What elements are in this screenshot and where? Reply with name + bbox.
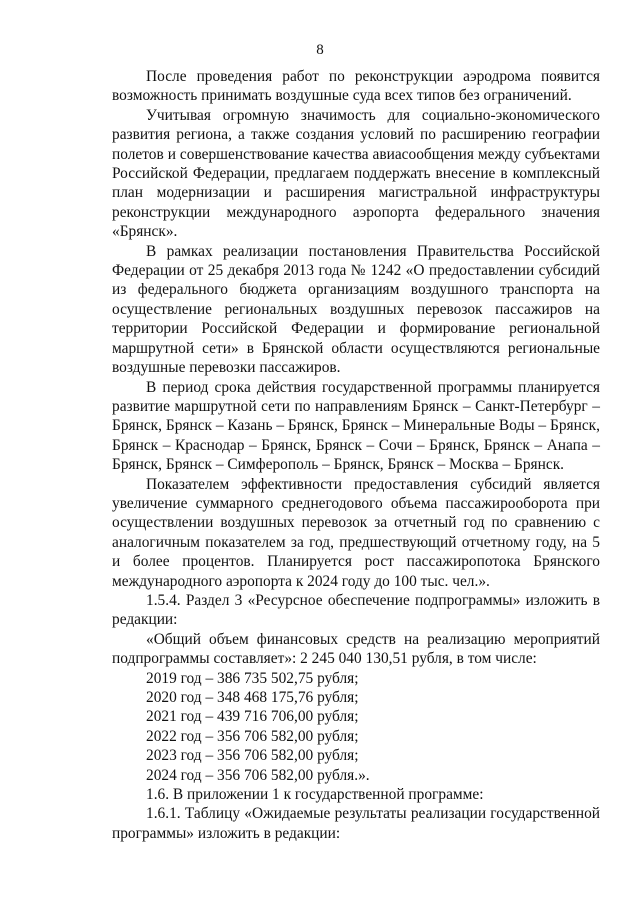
paragraph-route-network: В период срока действия государственной программы планируется развитие маршрутной сети по направлениям Брянск – Санкт-Петербург – Брянск, Брянск – Казань – Брянск, Брянск – Минеральные Воды – Брянск, Брянск – Краснодар – Брянск, Брянск – Сочи – Брянск, Брянск – Анапа – Брянск, Брянск – Симферополь – Брянск, Брянск – Москва – Брянск. (112, 378, 600, 474)
funding-by-year-list (112, 669, 600, 785)
document-body (112, 67, 600, 843)
page-number: 8 (316, 42, 324, 58)
paragraph-significance: Учитывая огромную значимость для социально-экономического развития региона, а также создания условий по расширению географии полетов и совершенствование качества авиасообщения между субъектами Российской Федерации, предлагаем поддержать внесение в комплексный план модернизации и расширения магистральной инфраструктуры реконструкции международного аэропорта федерального значения «Брянск». (112, 106, 600, 241)
paragraph-results-table: 1.6.1. Таблицу «Ожидаемые результаты реализации государственной программы» изложить в редакции: (112, 805, 600, 842)
paragraph-subsidies-decree: В рамках реализации постановления Правительства Российской Федерации от 25 декабря 2013 года № 1242 «О предоставлении субсидий из федерального бюджета организациям воздушного транспорта на осуществление региональных воздушных перевозок пассажиров на территории Российской Федерации и формирование региональной маршрутной сети» в Брянской области осуществляются региональные воздушные перевозки пассажиров. (112, 242, 600, 377)
paragraph-appendix-1: 1.6. В приложении 1 к государственной программе: (146, 786, 484, 804)
funding-year-item: 2021 год – 439 716 706,00 рубля; (146, 708, 359, 726)
funding-year-item: 2020 год – 348 468 175,76 рубля; (146, 689, 359, 706)
funding-year-item: 2019 год – 386 735 502,75 рубля; (146, 669, 359, 687)
funding-year-item: 2024 год – 356 706 582,00 рубля.». (146, 766, 370, 784)
funding-year-item: 2023 год – 356 706 582,00 рубля; (146, 747, 359, 765)
paragraph-total-funding: «Общий объем финансовых средств на реализацию мероприятий подпрограммы составляет»: 2 245 040 130,51 рубля, в том числе: (112, 630, 600, 668)
funding-year-item: 2022 год – 356 706 582,00 рубля; (146, 727, 359, 745)
paragraph-reconstruction: После проведения работ по реконструкции аэродрома появится возможность принимать воздушные суда всех типов без ограничений. (112, 68, 600, 105)
paragraph-section-3: 1.5.4. Раздел 3 «Ресурсное обеспечение подпрограммы» изложить в редакции: (112, 591, 600, 629)
paragraph-efficiency-indicator: Показателем эффективности предоставления субсидий является увеличение суммарного среднегодового объема пассажирооборота при осуществлении воздушных перевозок за отчетный год по сравнению с аналогичным показателем за год, предшествующий отчетному году, на 5 и более процентов. Планируется рост пассажиропотока Брянского международного аэропорта к 2024 году до 100 тыс. чел.». (112, 475, 600, 590)
